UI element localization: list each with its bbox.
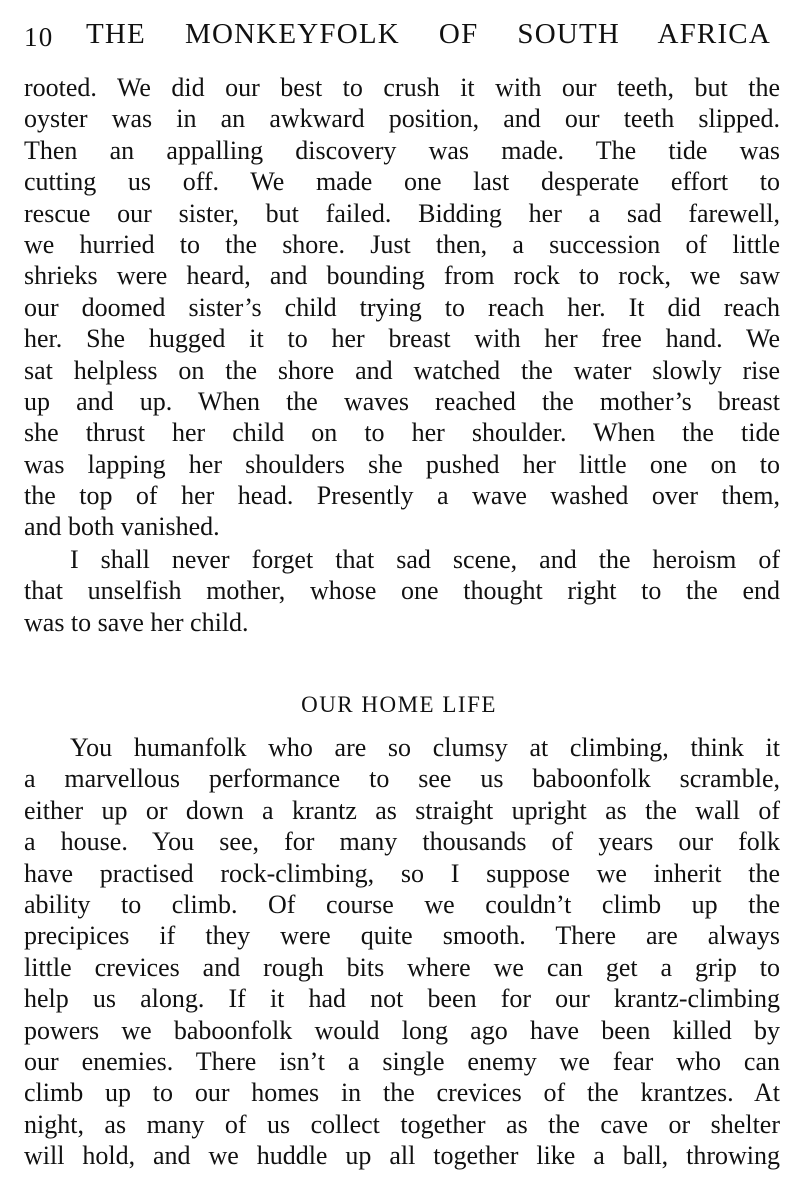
- text-line: You humanfolk who are so clumsy at climbing, think it: [70, 733, 780, 762]
- page-number: 10: [24, 22, 54, 52]
- text-line: will hold, and we huddle up all together like a ball, throwing: [24, 1141, 780, 1171]
- text-line: and both vanished.: [24, 512, 220, 542]
- paragraph-continued: [24, 72, 780, 543]
- paragraph-home-life: [24, 732, 780, 1171]
- text-line: ability to climb. Of course we couldn’t climb up the: [24, 889, 780, 919]
- text-line: I shall never forget that sad scene, and the heroism of: [70, 545, 780, 574]
- text-line: she thrust her child on to her shoulder. When the tide: [24, 418, 780, 448]
- text-line: climb up to our homes in the crevices of the krantzes. At: [24, 1078, 780, 1108]
- book-title: THE MONKEYFOLK OF SOUTH AFRICA: [86, 18, 771, 50]
- text-line: little crevices and rough bits where we can get a grip to: [24, 952, 780, 982]
- text-line: our doomed sister’s child trying to reach her. It did reach: [24, 292, 780, 322]
- text-line: our enemies. There isn’t a single enemy we fear who can: [24, 1046, 780, 1076]
- paragraph-heroism: [24, 544, 780, 638]
- text-line: her. She hugged it to her breast with her free hand. We: [24, 324, 780, 354]
- text-line: oyster was in an awkward position, and our teeth slipped.: [24, 104, 780, 134]
- text-line: Then an appalling discovery was made. The tide was: [24, 135, 780, 165]
- text-line: that unselfish mother, whose one thought right to the end: [24, 576, 780, 606]
- text-line: was to save her child.: [24, 607, 249, 637]
- text-line: rescue our sister, but failed. Bidding her a sad farewell,: [24, 198, 780, 228]
- text-line: night, as many of us collect together as the cave or shelter: [24, 1109, 780, 1139]
- text-line: shrieks were heard, and bounding from rock to rock, we saw: [24, 261, 780, 291]
- section-heading: OUR HOME LIFE: [301, 692, 497, 717]
- text-line: the top of her head. Presently a wave washed over them,: [24, 481, 780, 511]
- text-line: precipices if they were quite smooth. There are always: [24, 921, 780, 951]
- text-line: a house. You see, for many thousands of years our folk: [24, 827, 780, 857]
- text-line: help us along. If it had not been for our krantz-climbing: [24, 984, 780, 1014]
- text-line: either up or down a krantz as straight upright as the wall of: [24, 795, 780, 825]
- text-line: cutting us off. We made one last desperate effort to: [24, 167, 780, 197]
- text-line: we hurried to the shore. Just then, a succession of little: [24, 229, 780, 259]
- text-line: a marvellous performance to see us baboonfolk scramble,: [24, 764, 780, 794]
- text-line: have practised rock-climbing, so I suppose we inherit the: [24, 858, 780, 888]
- text-line: rooted. We did our best to crush it with our teeth, but the: [24, 73, 780, 102]
- text-line: powers we baboonfolk would long ago have been killed by: [24, 1015, 780, 1045]
- text-line: up and up. When the waves reached the mother’s breast: [24, 386, 780, 416]
- text-line: was lapping her shoulders she pushed her little one on to: [24, 449, 780, 479]
- running-header: [24, 18, 784, 58]
- text-line: sat helpless on the shore and watched the water slowly rise: [24, 355, 780, 385]
